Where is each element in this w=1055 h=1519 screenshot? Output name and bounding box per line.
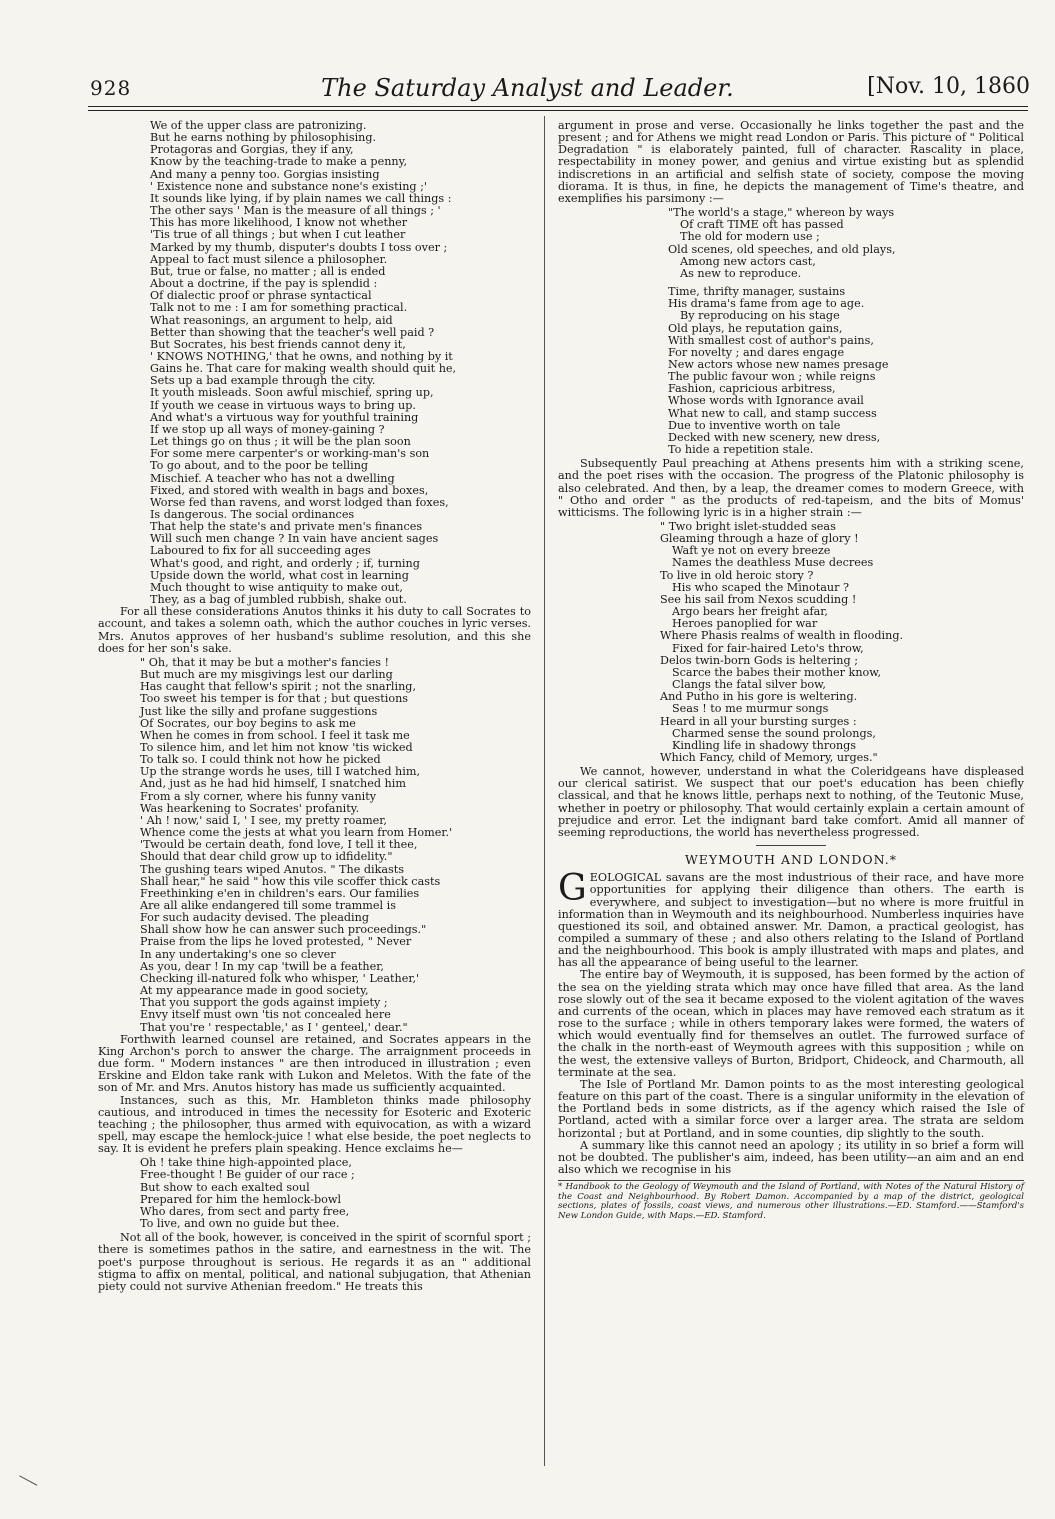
verse-line: His drama's fame from age to age.: [668, 297, 865, 311]
verse-line: It youth misleads. Soon awful mischief, spring up,: [150, 386, 434, 400]
verse-line: Worse fed than ravens, and worst lodged than foxes,: [150, 495, 449, 509]
verse-line: The gushing tears wiped Anutos. " The dikasts: [140, 862, 405, 876]
verse-line: ' Existence none and substance none's existing ;': [150, 179, 427, 193]
paragraph-geological: [558, 868, 1024, 970]
footnote: * Handbook to the Geology of Weymouth and the Island of Portland, with Notes of the Natural History of the Coast and Neighbourhood. By Robert Damon. Accompanied by a map of the district, geological sections, plates of fossils, coast views, and numerous other illustrations.—ED. Stamford.——Stamford's New London Guide, with Maps.—ED. Stamford.: [558, 1182, 1024, 1221]
paragraph-weymouth-bay: The entire bay of Weymouth, it is supposed, has been formed by the action of the sea on the yielding strata which may once have filled that area. As the land rose slowly out of the sea it became exposed to the violent agitation of the waves and currents of the ocean, which in places may have removed each stratum as it rose to the surface ; while in others temporary lakes were formed, the waters of which would eventually find for themselves an outlet. The furrowed surface of the chalk in the north-east of Weymouth agrees with this supposition ; while on the west, the extensive valleys of Burton, Bridport, Chideock, and Charmouth, all terminate at the sea.: [558, 968, 1024, 1079]
verse-line: Old scenes, old speeches, and old plays,: [668, 242, 896, 256]
verse-line: This has more likelihood, I know not whether: [150, 216, 408, 230]
margin-mark: [19, 1475, 38, 1486]
paragraph-geological-text: savans are the most industrious of their race, and have more opportunities for applying their diligence than others. The earth is everywhere, and subject to investigation—but no where is more fruitful in information than in Weymouth and its neighbourhood. Numberless inquiries have questioned its soil, and obtained answer. Mr. Damon, a practical geologist, has compiled a summary of these ; and also others relating to the Island of Portland and the neighbourhood. This book is amply illustrated with maps and plates, and has all the appearance of being useful to the learner.: [558, 871, 1024, 970]
verse-line: The public favour won ; while reigns: [668, 370, 876, 384]
verse-line: Was hearkening to Socrates' profanity.: [140, 801, 360, 815]
verse-line: Charmed sense the sound prolongs,: [672, 726, 876, 740]
verse-line: As you, dear ! In my cap 'twill be a feather,: [140, 959, 384, 973]
verse-line: Among new actors cast,: [680, 254, 816, 268]
verse-line: Marked by my thumb, disputer's doubts I toss over ;: [150, 240, 448, 254]
verse-line: If youth we cease in virtuous ways to bring up.: [150, 398, 416, 412]
verse-line: Will such men change ? In vain have ancient sages: [150, 532, 439, 546]
verse-line: By reproducing on his stage: [680, 309, 840, 323]
verse-line: Should that dear child grow up to idfidelity.": [140, 850, 393, 864]
verse-line: Which Fancy, child of Memory, urges.": [660, 750, 878, 764]
verse-line: Talk not to me : I am for something practical.: [150, 301, 408, 315]
verse-line: Clangs the fatal silver bow,: [672, 678, 826, 692]
verse-line: Seas ! to me murmur songs: [672, 702, 829, 716]
verse-line: And Putho in his gore is weltering.: [660, 690, 858, 704]
verse-line: But Socrates, his best friends cannot deny it,: [150, 337, 406, 351]
verse-line: But much are my misgivings lest our darling: [140, 668, 393, 682]
verse-line: Time, thrifty manager, sustains: [668, 285, 846, 299]
verse-line: Much thought to wise antiquity to make out,: [150, 580, 403, 594]
verse-line: It sounds like lying, if by plain names we call things :: [150, 191, 452, 205]
verse-line: When he comes in from school. I feel it task me: [140, 728, 410, 742]
verse-line: We of the upper class are patronizing.: [150, 119, 367, 132]
verse-line: Waft ye not on every breeze: [672, 544, 831, 558]
verse-line: Sets up a bad example through the city.: [150, 374, 376, 388]
verse-line: Where Phasis realms of wealth in flooding.: [660, 629, 904, 643]
verse-line: But show to each exalted soul: [140, 1180, 310, 1194]
paragraph-anutos-oath: For all these considerations Anutos thinks it his duty to call Socrates to account, and takes a solemn oath, which the author couches in lyric verses. Mrs. Anutos approves of her husband's sublime resolution, and this she does for her son's sake.: [98, 605, 531, 655]
verse-line: 'Twould be certain death, fond love, I tell it thee,: [140, 838, 418, 852]
verse-line: New actors whose new names presage: [668, 357, 889, 371]
verse-line: Just like the silly and profane suggestions: [140, 704, 378, 718]
verse-line: Fixed, and stored with wealth in bags and boxes,: [150, 483, 429, 497]
verse-line: And what's a virtuous way for youthful training: [150, 410, 419, 424]
verse-line: Kindling life in shadowy throngs: [672, 738, 857, 752]
right-column: [558, 120, 1024, 1222]
verse-line: Checking ill-natured folk who whisper, ' Leather,': [140, 971, 420, 985]
verse-line: Envy itself must own 'tis not concealed here: [140, 1008, 391, 1022]
verse-line: " Oh, that it may be but a mother's fancies !: [140, 655, 390, 669]
verse-line: To hide a repetition stale.: [668, 443, 814, 457]
paragraph-instances: Instances, such as this, Mr. Hambleton thinks made philosophy cautious, and introduced in times the necessity for Esoteric and Exoteric teaching ; the philosopher, thus armed with equivocation, as with a wizard spell, may escape the hemlock-juice ! what else beside, the poet neglects to say. It is evident he prefers plain speaking. Hence exclaims he—: [98, 1093, 531, 1156]
column-divider: [544, 116, 545, 1466]
verse-line: For novelty ; and dares engage: [668, 345, 845, 359]
verse-line: Better than showing that the teacher's well paid ?: [150, 325, 435, 339]
verse-line: See his sail from Nexos scudding !: [660, 592, 857, 606]
paragraph-coleridgeans: We cannot, however, understand in what the Coleridgeans have displeased our clerical satirist. We suspect that our poet's education has been chiefly classical, and that he knows little, perhaps next to nothing, of the Teutonic Muse, whether in poetry or philosophy. That would certainly explain a certain amount of prejudice and error. Let the indignant bard take comfort. Amid all manner of seeming reproductions, the world has nevertheless progressed.: [558, 765, 1024, 839]
verse-line: They, as a bag of jumbled rubbish, shake out.: [150, 593, 407, 607]
verse-line: ' KNOWS NOTHING,' that he owns, and nothing by it: [150, 349, 453, 363]
verse-line: If we stop up all ways of money-gaining ?: [150, 422, 385, 436]
verse-line: Due to inventive worth on tale: [668, 418, 841, 432]
verse-line: To talk so. I could think not how he picked: [140, 753, 381, 767]
verse-line: But he earns nothing by philosophising.: [150, 131, 377, 145]
verse-line: Prepared for him the hemlock-bowl: [140, 1192, 342, 1206]
verse-line: "The world's a stage," whereon by ways: [668, 206, 895, 220]
page-header: [0, 0, 1055, 112]
verse-block-islet-seas: [558, 521, 1024, 764]
verse-line: What's good, and right, and orderly ; if, turning: [150, 556, 420, 570]
verse-line: Fashion, capricious arbitress,: [668, 382, 836, 396]
verse-line: From a sly corner, where his funny vanity: [140, 789, 377, 803]
verse-line: His who scaped the Minotaur ?: [672, 580, 850, 594]
verse-line: That you're ' respectable,' as I ' genteel,' dear.": [140, 1020, 408, 1034]
verse-line: And, just as he had hid himself, I snatched him: [140, 777, 406, 791]
verse-line: Whence come the jests at what you learn from Homer.': [140, 826, 453, 840]
verse-line: Heard in all your bursting surges :: [660, 714, 857, 728]
verse-line: Is dangerous. The social ordinances: [150, 508, 355, 521]
header-rule: [88, 106, 1028, 107]
paragraph-not-all: Not all of the book, however, is conceived in the spirit of scornful sport ; there is sometimes pathos in the satire, and earnestness in the wit. The poet's purpose throughout is serious. He regards it as an " additional stigma to affix on mental, political, and national subjugation, that Athenian piety could not survive Athenian freedom." He treats this: [98, 1231, 531, 1293]
verse-block-mother: [98, 657, 531, 1034]
verse-line: That you support the gods against impiety ;: [140, 996, 388, 1010]
page-number: 928: [90, 76, 132, 100]
verse-line: Oh ! take thine high-appointed place,: [140, 1156, 352, 1170]
paragraph-summary: A summary like this cannot need an apology ; its utility in so brief a form will not be doubted. The publisher's aim, indeed, has been utility—an aim and an end also which we recognise in his: [558, 1138, 1024, 1176]
verse-line: And many a penny too. Gorgias insisting: [150, 167, 380, 181]
verse-line: Decked with new scenery, new dress,: [668, 430, 881, 444]
verse-line: With smallest cost of author's pains,: [668, 333, 874, 347]
verse-line: Names the deathless Muse decrees: [672, 556, 874, 570]
verse-line: Laboured to fix for all succeeding ages: [150, 544, 371, 558]
verse-line: Argo bears her freight afar,: [672, 605, 828, 619]
paragraph-paul: Subsequently Paul preaching at Athens presents him with a striking scene, and the poet rises with the occasion. The progress of the Platonic philosophy is also celebrated. And then, by a leap, the dreamer comes to modern Greece, with " Otho and order " as the products of red-tapeism, and the bits of Momus' witticisms. The following lyric is in a higher strain :—: [558, 457, 1024, 519]
paragraph-portland: The Isle of Portland Mr. Damon points to as the most interesting geological feature on this part of the coast. There is a singular uniformity in the elevation of the Portland beds in some districts, as if the agency which raised the Isle of Portland, acted with a similar force over a larger area. The strata are seldom horizontal ; but at Portland, and in some counties, dip slightly to the south.: [558, 1077, 1024, 1140]
verse-line: Are all alike endangered till some trammel is: [140, 899, 396, 912]
verse-line: Mischief. A teacher who has not a dwelling: [150, 471, 395, 485]
issue-date: [Nov. 10, 1860: [867, 74, 1030, 99]
verse-line: What reasonings, an argument to help, aid: [150, 313, 393, 327]
verse-line: Shall show how he can answer such proceedings.": [140, 923, 427, 937]
verse-line: That help the state's and private men's finances: [150, 520, 423, 534]
verse-line: Praise from the lips he loved protested, " Never: [140, 935, 412, 949]
verse-line: 'Tis true of all things ; but when I cut leather: [150, 228, 406, 242]
lead-word: EOLOGICAL: [589, 871, 662, 885]
verse-line: Shall hear," he said " how this vile scoffer thick casts: [140, 874, 441, 888]
verse-line: Freethinking e'en in children's ears. Our families: [140, 886, 420, 900]
verse-line: Know by the teaching-trade to make a penny,: [150, 155, 408, 169]
verse-line: ' Ah ! now,' said I, ' I see, my pretty roamer,: [140, 813, 387, 827]
verse-line: As new to reproduce.: [680, 266, 802, 280]
drop-cap: G: [558, 868, 587, 910]
verse-line: Gleaming through a haze of glory !: [660, 532, 859, 546]
left-column: [98, 120, 531, 1293]
verse-block-worlds-stage: [558, 207, 1024, 456]
verse-line: About a doctrine, if the pay is splendid :: [150, 277, 378, 291]
header-rule-thin: [88, 110, 1028, 111]
verse-line: To live in old heroic story ?: [660, 568, 814, 582]
verse-line: Of dialectic proof or phrase syntactical: [150, 289, 372, 303]
verse-line: Of craft TIME oft has passed: [680, 218, 844, 232]
verse-line: " Two bright islet-studded seas: [660, 520, 836, 533]
paragraph-argument: argument in prose and verse. Occasionally he links together the past and the present ; and for Athens we might read London or Paris. This picture of " Political Degradation " is elaborately painted, full of character. Rascality in place, respectability in money power, and genius and virtue existing but as splendid indiscretions in an artificial and selfish state of society, compose the moving diorama. It is thus, in fine, he depicts the management of Time's theatre, and exemplifies his parsimony :—: [558, 119, 1024, 205]
verse-block-free-thought: [98, 1157, 531, 1230]
verse-line: Up the strange words he uses, till I watched him,: [140, 765, 421, 779]
section-rule: [756, 845, 826, 846]
verse-line: Who dares, from sect and party free,: [140, 1204, 350, 1218]
verse-line: To go about, and to the poor be telling: [150, 459, 369, 473]
verse-line: Heroes panoplied for war: [672, 617, 818, 631]
paragraph-counsel: Forthwith learned counsel are retained, and Socrates appears in the King Archon's porch to answer the charge. The arraignment proceeds in due form. " Modern instances " are then introduced in illustration ; even Erskine and Eldon take rank with Lukon and Meletos. With the fate of the son of Mr. and Mrs. Anutos history has made us sufficiently acquainted.: [98, 1032, 531, 1095]
verse-line: Whose words with Ignorance avail: [668, 394, 864, 408]
verse-line: Free-thought ! Be guider of our race ;: [140, 1168, 355, 1182]
verse-line: Old plays, he reputation gains,: [668, 321, 843, 335]
verse-line: For such audacity devised. The pleading: [140, 911, 369, 925]
verse-line: Gains he. That care for making wealth should quit he,: [150, 362, 457, 376]
verse-line: In any undertaking's one so clever: [140, 947, 336, 961]
verse-block-socrates: [98, 120, 531, 606]
verse-line: The other says ' Man is the measure of all things ; ': [150, 204, 441, 218]
verse-line: Appeal to fact must silence a philosopher.: [150, 252, 388, 266]
section-title: WEYMOUTH AND LONDON.*: [684, 852, 898, 868]
verse-line: Delos twin-born Gods is heltering ;: [660, 653, 858, 667]
verse-line: To live, and own no guide but thee.: [140, 1217, 340, 1231]
verse-line: Scarce the babes their mother know,: [672, 665, 882, 679]
verse-line: But, true or false, no matter ; all is ended: [150, 264, 386, 278]
verse-line: Has caught that fellow's spirit ; not the snarling,: [140, 680, 417, 694]
verse-line: Of Socrates, our boy begins to ask me: [140, 716, 356, 730]
verse-line: At my appearance made in good society,: [140, 984, 369, 998]
verse-line: Let things go on thus ; it will be the plan soon: [150, 435, 411, 449]
verse-line: To silence him, and let him not know 'tis wicked: [140, 740, 413, 754]
verse-line: For some mere carpenter's or working-man's son: [150, 447, 430, 461]
masthead-title: The Saturday Analyst and Leader.: [321, 74, 734, 102]
verse-line: Too sweet his temper is for that ; but questions: [140, 692, 409, 706]
verse-line: Upside down the world, what cost in learning: [150, 568, 409, 582]
verse-line: Fixed for fair-haired Leto's throw,: [672, 641, 864, 655]
verse-line: Protagoras and Gorgias, they if any,: [150, 143, 354, 157]
verse-line: The old for modern use ;: [680, 230, 820, 244]
verse-line: What new to call, and stamp success: [668, 406, 877, 420]
